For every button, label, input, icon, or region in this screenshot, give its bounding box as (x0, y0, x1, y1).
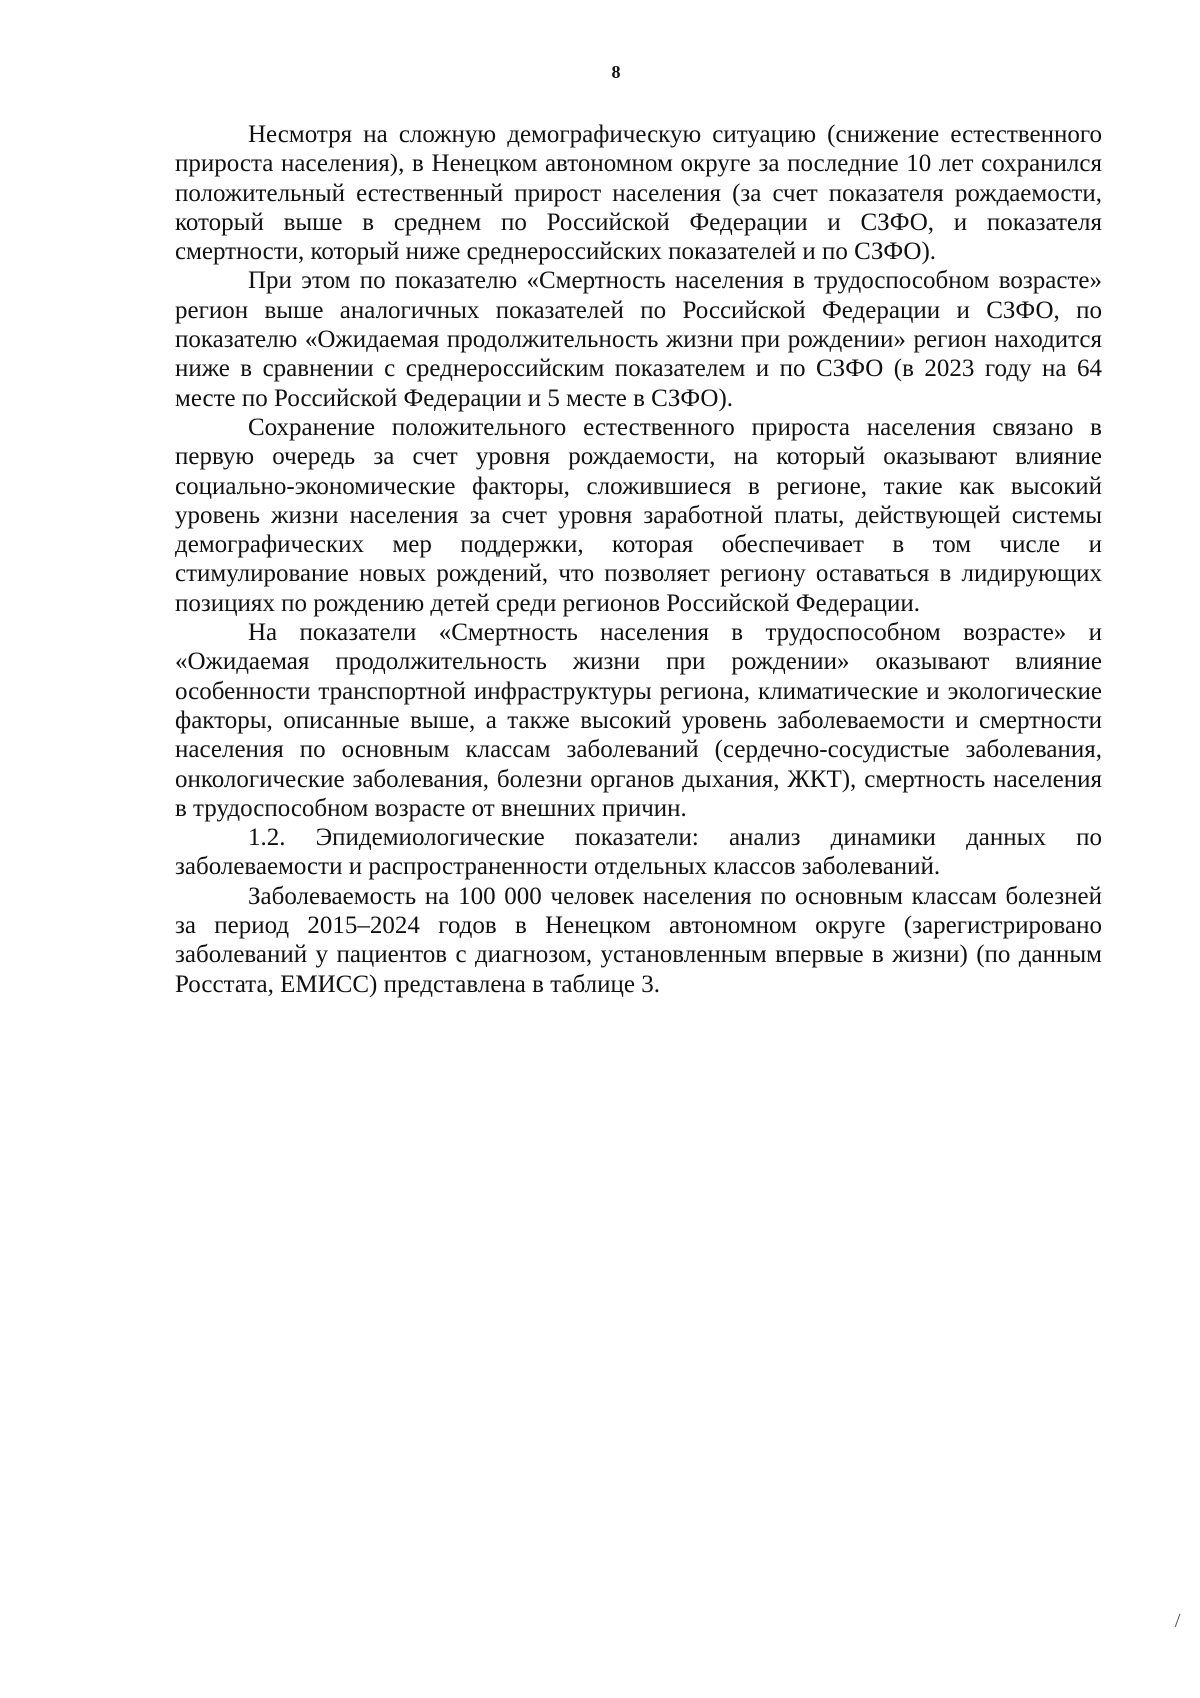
paragraph-demographic-situation: Несмотря на сложную демографическую ситуацию (снижение естественного прироста населения), в Ненецком автономном округе за последние 10 лет сохранился положительный естественный прирост населения (за счет показателя рождаемости, который выше в среднем по Российской Федерации и СЗФО, и показателя смертности, который ниже среднероссийских показателей и по СЗФО). (175, 121, 1102, 266)
paragraph-working-age-mortality: При этом по показателю «Смертность населения в трудоспособном возрасте» регион выше аналогичных показателей по Российской Федерации и СЗФО, по показателю «Ожидаемая продолжительность жизни при рождении» регион находится ниже в сравнении с среднероссийским показателем и по СЗФО (в 2023 году на 64 месте по Российской Федерации и 5 месте в СЗФО). (175, 267, 1102, 412)
page-number: 8 (611, 62, 621, 82)
scan-artifact-mark (1175, 1614, 1184, 1629)
section-heading-epidemiological-indicators: 1.2. Эпидемиологические показатели: анализ динамики данных по заболеваемости и распространенности отдельных классов заболеваний. (175, 824, 1102, 881)
paragraph-influencing-factors: На показатели «Смертность населения в трудоспособном возрасте» и «Ожидаемая продолжительность жизни при рождении» оказывают влияние особенности транспортной инфраструктуры региона, климатические и экологические факторы, описанные выше, а также высокий уровень заболеваемости и смертности населения по основным классам заболеваний (сердечно-сосудистые заболевания, онкологические заболевания, болезни органов дыхания, ЖКТ), смертность населения в трудоспособном возрасте от внешних причин. (175, 619, 1102, 822)
paragraph-morbidity-table-reference: Заболеваемость на 100 000 человек населения по основным классам болезней за период 2015–2024 годов в Ненецком автономном округе (зарегистрировано заболеваний у пациентов с диагнозом, установленным впервые в жизни) (по данным Росстата, ЕМИСС) представлена в таблице 3. (175, 882, 1102, 998)
body-text (175, 120, 1102, 999)
paragraph-birth-rate-factors: Сохранение положительного естественного прироста населения связано в первую очередь за счет уровня рождаемости, на который оказывают влияние социально-экономические факторы, сложившиеся в регионе, такие как высокий уровень жизни населения за счет уровня заработной платы, действующей системы демографических мер поддержки, которая обеспечивает в том числе и стимулирование новых рождений, что позволяет региону оставаться в лидирующих позициях по рождению детей среди регионов Российской Федерации. (175, 413, 1102, 617)
